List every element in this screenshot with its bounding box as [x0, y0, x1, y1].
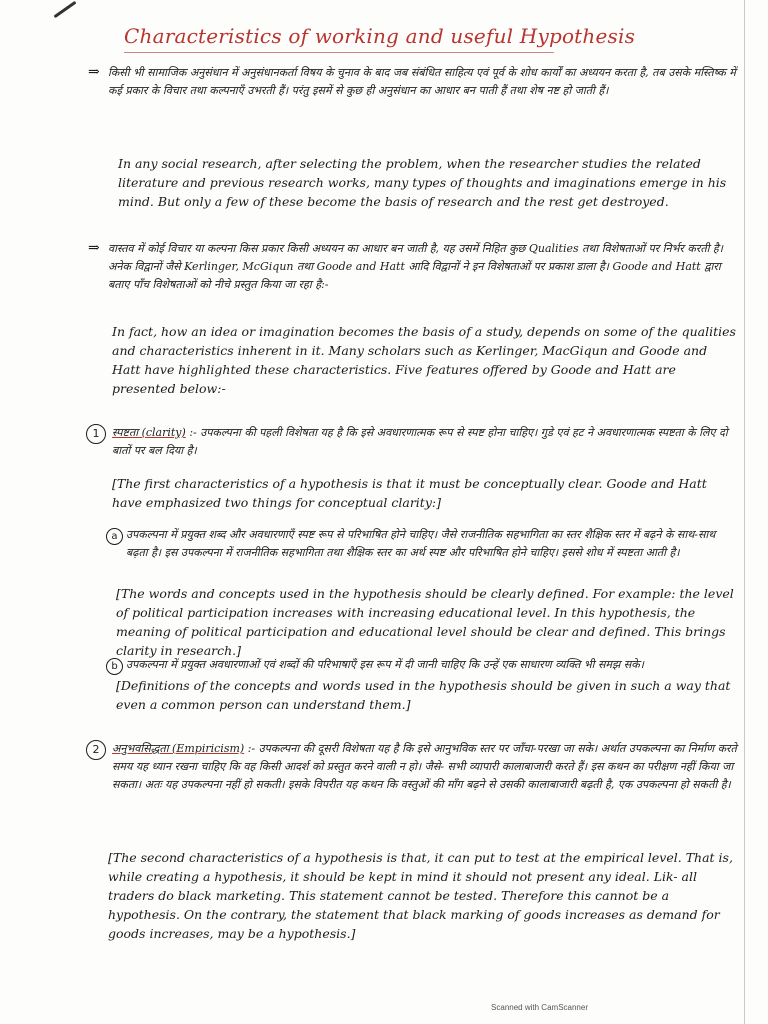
page-edge-line — [744, 0, 745, 1024]
pen-mark — [53, 1, 76, 18]
point2-heading: अनुभवसिद्धता (Empiricism) — [112, 742, 245, 755]
scanner-footer: Scanned with CamScanner — [491, 1003, 588, 1012]
point1-english: [The first characteristics of a hypothesis is that it must be conceptually clear. Goode and Hatt have emphasized two things for conceptual clarity:] — [112, 476, 707, 510]
number-circle-2: 2 — [86, 740, 106, 760]
page-title: Characteristics of working and useful Hypothesis — [124, 24, 636, 48]
number-circle-1: 1 — [86, 424, 106, 444]
title-underline — [124, 52, 554, 53]
point1-hindi-text: :- उपकल्पना की पहली विशेषता यह है कि इसे अवधारणात्मक रूप से स्पष्ट होना चाहिए। गुडे एवं हट ने अवधारणात्मक स्पष्टता के लिए दो बातों पर बल दिया है। — [112, 426, 728, 457]
sub-label-b: b — [106, 658, 123, 675]
para2-english: In fact, how an idea or imagination becomes the basis of a study, depends on some of the qualities and characteristics inherent in it. Many scholars such as Kerlinger, MacGiqun and Goode and Hatt have highlighted these characteristics. Five features offered by Goode and Hatt are presented below:- — [112, 324, 736, 396]
point1b-hindi: उपकल्पना में प्रयुक्त अवधारणाओं एवं शब्दों की परिभाषाएँ इस रूप में दी जानी चाहिए कि उन्हें एक साधारण व्यक्ति भी समझ सके। — [126, 658, 644, 671]
sub-label-a: a — [106, 528, 123, 545]
arrow-bullet-icon: ⇒ — [88, 64, 100, 80]
point1b-english: [Definitions of the concepts and words used in the hypothesis should be given in such a way that even a common person can understand them.] — [116, 678, 731, 712]
point1-hindi — [112, 424, 738, 460]
point2-hindi — [112, 740, 738, 794]
point2-hindi-text: :- उपकल्पना की दूसरी विशेषता यह है कि इसे आनुभविक स्तर पर जाँचा-परखा जा सके। अर्थात उपकल्पना का निर्माण करते समय यह ध्यान रखना चाहिए कि वह किसी आदर्श को प्रस्तुत करने वाली न हो। जैसे- सभी व्यापारी कालाबाजारी करते हैं। इस कथन का परीक्षण नहीं किया जा सकता। अतः यह उपकल्पना नहीं हो सकती। इसके विपरीत यह कथन कि वस्तुओं की माँग बढ़ने से उसकी कालाबाजारी बढ़ती है, एक उपकल्पना हो सकती है। — [112, 742, 737, 791]
para2-hindi: वास्तव में कोई विचार या कल्पना किस प्रकार किसी अध्ययन का आधार बन जाती है, यह उसमें निहित कुछ Qualities तथा विशेषताओं पर निर्भर करती है। अनेक विद्वानों जैसे Kerlinger, McGiqun तथा Goode and Hatt आदि विद्वानों ने इन विशेषताओं पर प्रकाश डाला है। Goode and Hatt द्वारा बताए पाँच विशेषताओं को नीचे प्रस्तुत किया जा रहा है:- — [108, 242, 723, 291]
arrow-bullet-icon: ⇒ — [88, 240, 100, 256]
point1-heading: स्पष्टता (clarity) — [112, 426, 186, 439]
point1a-hindi: उपकल्पना में प्रयुक्त शब्द और अवधारणाएँ स्पष्ट रूप से परिभाषित होने चाहिए। जैसे राजनीतिक सहभागिता का स्तर शैक्षिक स्तर में बढ़ने के साथ-साथ बढ़ता है। इस उपकल्पना में राजनीतिक सहभागिता तथा शैक्षिक स्तर का अर्थ स्पष्ट और परिभाषित होने चाहिए। इससे शोध में स्पष्टता आती है। — [126, 528, 716, 559]
point1a-english: [The words and concepts used in the hypothesis should be clearly defined. For example: the level of political participation increases with increasing educational level. In this hypothesis, the meaning of political participation and educational level should be clear and defined. This brings clarity in research.] — [116, 586, 734, 658]
point2-english: [The second characteristics of a hypothesis is that, it can put to test at the empirical level. That is, while creating a hypothesis, it should be kept in mind it should not present any ideal. Lik- all traders do black marketing. This statement cannot be tested. Therefore this cannot be a hypothesis. On the contrary, the statement that black marking of goods increases as demand for goods increases, may be a hypothesis.] — [108, 850, 733, 941]
intro-hindi: किसी भी सामाजिक अनुसंधान में अनुसंधानकर्ता विषय के चुनाव के बाद जब संबंधित साहित्य एवं पूर्व के शोध कार्यों का अध्ययन करता है, तब उसके मस्तिष्क में कई प्रकार के विचार तथा कल्पनाएँ उभरती हैं। परंतु इसमें से कुछ ही अनुसंधान का आधार बन पाती हैं तथा शेष नष्ट हो जाती हैं। — [108, 66, 736, 97]
intro-english: In any social research, after selecting the problem, when the researcher studies the related literature and previous research works, many types of thoughts and imaginations emerge in his mind. But only a few of these become the basis of research and the rest get destroyed. — [118, 156, 727, 209]
